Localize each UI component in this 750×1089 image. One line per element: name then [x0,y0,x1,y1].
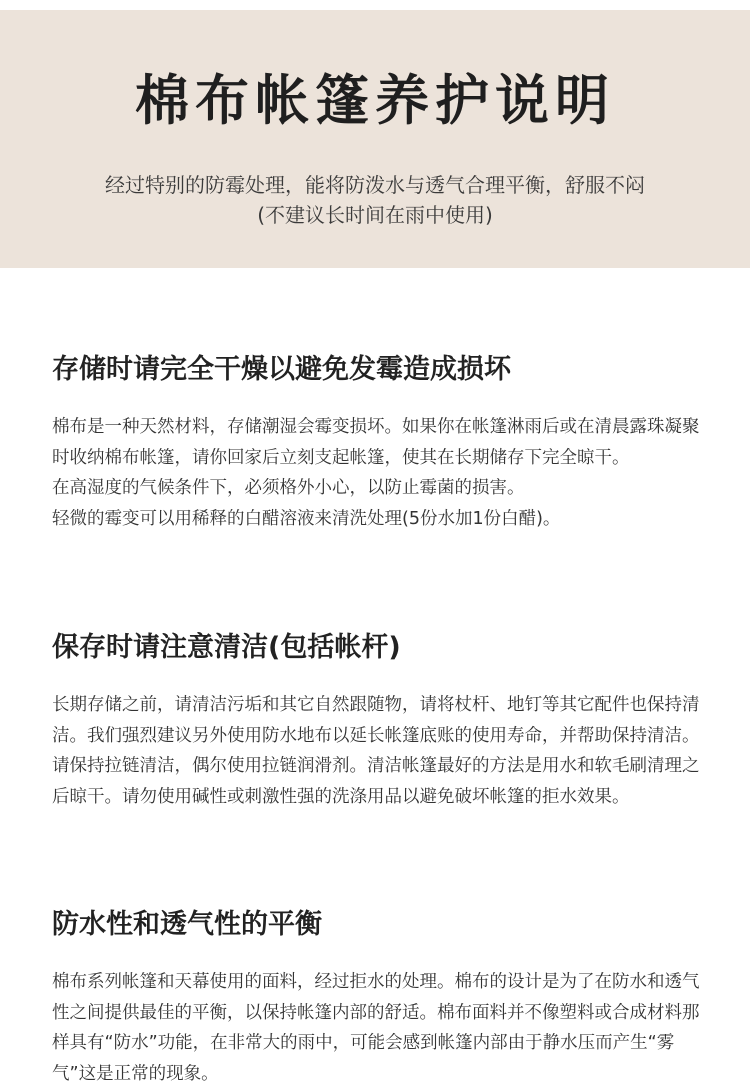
section-storage-dry [52,350,702,534]
section-paragraph: 长期存储之前，请清洁污垢和其它自然跟随物，请将杖杆、地钉等其它配件也保持清洁。我们强烈建议另外使用防水地布以延长帐篷底账的使用寿命，并帮助保持清洁。请保持拉链清洁，偶尔使用拉链润滑剂。清洁帐篷最好的方法是用水和软毛刷清理之后晾干。请勿使用碱性或刺激性强的洗涤用品以避免破坏帐篷的拒水效果。 [52,695,700,807]
section-heading: 保存时请注意清洁(包括帐杆) [52,632,401,663]
section-body [52,967,702,1089]
section-waterproof-breathability [52,905,702,1089]
section-paragraph: 棉布是一种天然材料，存储潮湿会霉变损坏。如果你在帐篷淋雨后或在清晨露珠凝聚时收纳棉布帐篷，请你回家后立刻支起帐篷，使其在长期储存下完全晾干。 [52,417,700,468]
header-banner [0,10,750,268]
section-heading: 防水性和透气性的平衡 [52,909,322,940]
section-body [52,412,702,534]
section-storage-clean [52,628,702,812]
page-title: 棉布帐篷养护说明 [135,69,615,132]
page-note: (不建议长时间在雨中使用) [257,203,493,227]
page-subtitle: 经过特别的防霉处理，能将防泼水与透气合理平衡，舒服不闷 [105,173,645,197]
section-paragraph: 轻微的霉变可以用稀释的白醋溶液来清洗处理(5份水加1份白醋)。 [52,508,561,529]
section-heading: 存储时请完全干燥以避免发霉造成损坏 [52,354,511,385]
section-paragraph: 在高湿度的气候条件下，必须格外小心，以防止霉菌的损害。 [52,478,525,498]
section-body [52,690,702,812]
section-paragraph: 棉布系列帐篷和天幕使用的面料，经过拒水的处理。棉布的设计是为了在防水和透气性之间提供最佳的平衡，以保持帐篷内部的舒适。棉布面料并不像塑料或合成材料那样具有“防水”功能，在非常大的雨中，可能会感到帐篷内部由于静水压而产生“雾气”这是正常的现象。 [52,972,700,1084]
top-strip [0,0,750,10]
